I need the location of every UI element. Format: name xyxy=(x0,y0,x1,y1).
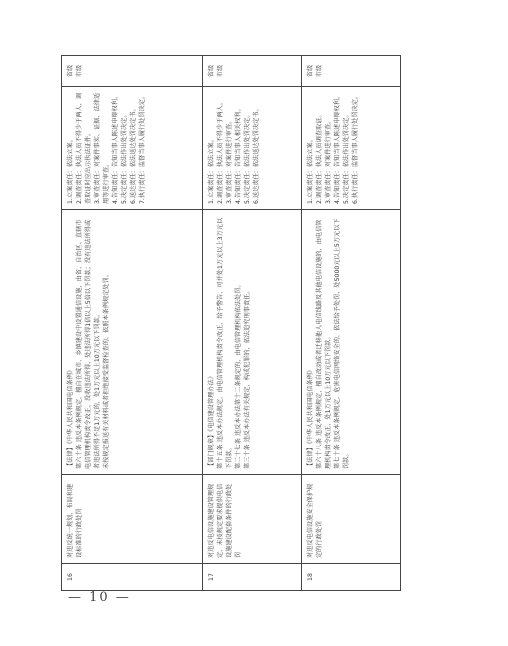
legal-basis-line: 第六十八条 违反本条例规定，擅自改动或者迁移他人电信线路及其他电信设施的，由电信管理机构责令改正，处1万元以上10万元以下罚款。 xyxy=(316,219,333,469)
item-name: 对违反电信设施安全保护规定的行政处罚 xyxy=(302,475,401,564)
responsibility-line: 2.调查责任：执法人员调查取证。 xyxy=(316,111,324,204)
legal-basis-line: 第七十条 违反本条例规定，危害电信网络安全的，依法给予处罚，处5000元以上5万元以下罚款。 xyxy=(334,218,351,469)
responsibility-line: 4.告知责任：告知当事人陈述申辩权利。 xyxy=(334,92,342,204)
level-note: 省级 市级 xyxy=(62,56,203,87)
level-note: 省级 市级 xyxy=(203,56,302,87)
legal-basis xyxy=(62,210,203,475)
legal-basis xyxy=(302,210,401,475)
responsibility-line: 6.执行责任：监督当事人履行处罚决定。 xyxy=(352,92,360,204)
responsibility-line: 3.审查责任：对案件进行审查。 xyxy=(226,117,234,204)
legal-basis-line: 第十五条 违反本办法规定，由电信管理机构责令改正，给予警告，可并处1万元以上3万元以下罚款。 xyxy=(217,217,234,469)
legal-basis-line: 【法律】《中华人民共和国电信条例》 xyxy=(67,366,74,469)
legal-basis-line: 第三十条 违反本办法有关规定，构成犯罪的，依法追究刑事责任。 xyxy=(244,287,252,469)
responsibility xyxy=(203,87,302,210)
legal-basis xyxy=(203,210,302,475)
responsibility-line: 4.告知责任：告知当事人陈述申辩权利。 xyxy=(112,92,119,204)
responsibility-line: 2.调查责任：执法人员不得少于两人，调查取证时应出示执法证件。 xyxy=(76,92,92,204)
table-row xyxy=(203,56,302,591)
row-number: 18 xyxy=(302,564,401,591)
responsibility xyxy=(62,87,203,210)
legal-basis-line: 【部门规章】《电信建设管理办法》 xyxy=(208,373,216,469)
penalty-table xyxy=(61,55,401,591)
responsibility-line: 6.送达责任：依法送达处罚决定书。 xyxy=(253,105,261,204)
responsibility-line: 5.决定责任：依法作出处罚决定。 xyxy=(343,111,351,204)
legal-basis-line: 未按规定报送有关材料或者拒绝接受监督检查的，依照本条例规定处罚。 xyxy=(103,271,110,469)
responsibility-line: 5.决定责任：依法作出处罚决定。 xyxy=(121,111,128,204)
legal-basis-line: 第二十七条 违反本办法第十二条规定的，由电信管理机构依法处罚。 xyxy=(235,281,243,469)
responsibility-line: 1.立案责任：依法立案。 xyxy=(307,136,315,204)
responsibility-line: 1.立案责任：依法立案。 xyxy=(67,136,74,204)
rotated-table-wrapper xyxy=(61,64,401,591)
page-number: — 10 — xyxy=(68,590,131,605)
responsibility-line: 1.立案责任：依法立案。 xyxy=(208,136,216,204)
responsibility-line: 7.执行责任：监督当事人履行处罚决定。 xyxy=(139,92,146,204)
responsibility-line: 4.告知责任：告知当事人相关权利。 xyxy=(235,105,243,204)
responsibility-line: 3.审查责任：对案件进行审查。 xyxy=(325,117,333,204)
responsibility-line: 3.审查责任：对案件事实、证据、法律适用等进行审查。 xyxy=(94,92,110,204)
row-number: 16 xyxy=(62,564,203,591)
item-name: 对违反电信设施建设管理规定、未按规定要求提供电信设施建设配套条件的行政处罚 xyxy=(203,475,302,564)
level-note: 省级 市级 xyxy=(302,56,401,87)
item-name: 对违反统一规划、布局和建设标准的行政处罚 xyxy=(62,475,203,564)
responsibility xyxy=(302,87,401,210)
legal-basis-line: 第六十条 违反本条例规定，擅自在城市、乡镇建设中设置通信设施，由省、自治区、直辖市电信管理机构责令改正，没收违法所得，处违法所得1倍以上5倍以下罚款；没有违法所得或者违法所得不足1万元的，处1万元以上10万元以下罚款。 xyxy=(76,219,101,469)
responsibility-line: 6.送达责任：依法送达处罚决定书。 xyxy=(130,105,137,204)
responsibility-line: 5.决定责任：依法作出处罚决定。 xyxy=(244,111,252,204)
responsibility-line: 2.调查责任：执法人员不得少于两人。 xyxy=(217,99,225,204)
row-number: 17 xyxy=(203,564,302,591)
table-row xyxy=(62,56,203,591)
legal-basis-line: 【法律】《中华人民共和国电信条例》 xyxy=(307,366,315,469)
table-row xyxy=(302,56,401,591)
